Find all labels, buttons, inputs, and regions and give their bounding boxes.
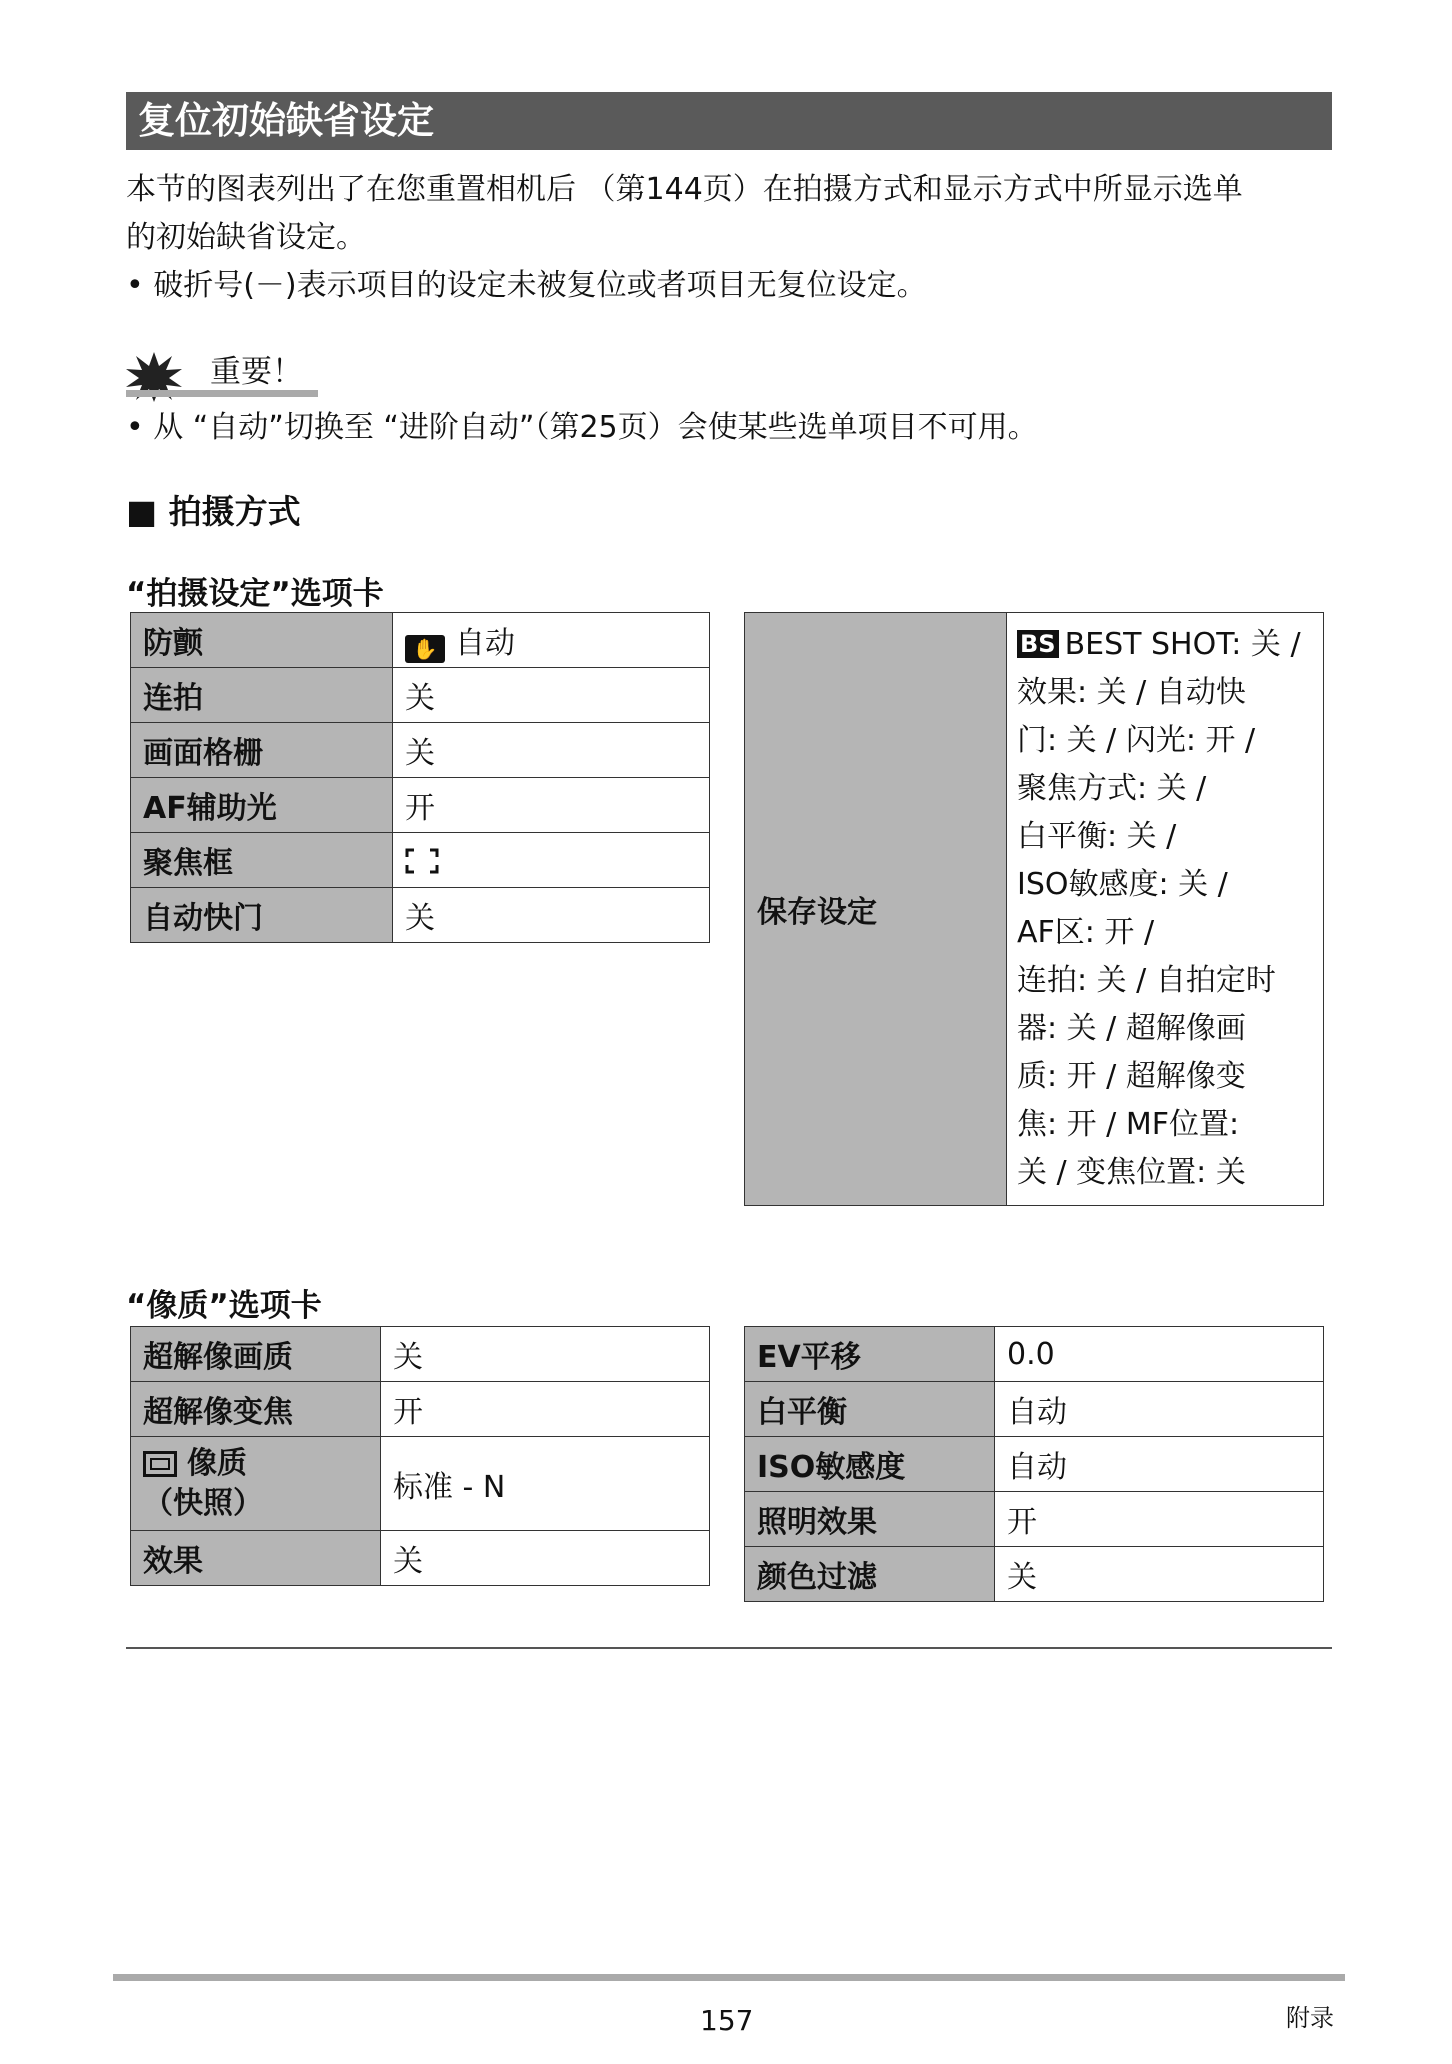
row-key: 白平衡 — [745, 1382, 995, 1437]
section-divider — [126, 1647, 1332, 1649]
tab-heading-quality: “像质”选项卡 — [126, 1288, 322, 1324]
row-key: 画面格栅 — [131, 723, 393, 778]
row-value: 开 — [393, 778, 710, 833]
row-key: 聚焦框 — [131, 833, 393, 888]
table-row — [131, 723, 710, 778]
row-key: 超解像画质 — [131, 1327, 381, 1382]
row-value: 关 — [381, 1531, 710, 1586]
save-settings-value: BS BEST SHOT: 关 / 效果: 关 / 自动快 门: 关 / 闪光: 开 / 聚焦方式: 关 / 白平衡: 关 / ISO敏感度: 关 / AF区: 开 / 连拍: 关 / 自拍定时 器: 关 / 超解像画 质: 开 / 超解像变 焦: 开 / MF位置: 关 / 变焦位置: 关 — [1007, 613, 1324, 1206]
row-key: 超解像变焦 — [131, 1382, 381, 1437]
row-key: 颜色过滤 — [745, 1547, 995, 1602]
row-key: 效果 — [131, 1531, 381, 1586]
table-row — [131, 613, 710, 668]
row-value: 关 — [381, 1327, 710, 1382]
important-underline — [126, 390, 318, 397]
row-value: 0.0 — [995, 1327, 1324, 1382]
intro-line-2: 的初始缺省设定。 — [126, 220, 366, 255]
tab-heading-shooting: “拍摄设定”选项卡 — [126, 576, 384, 612]
page-title: 复位初始缺省设定 — [126, 92, 1332, 150]
table-row — [131, 888, 710, 943]
footer-section-label: 附录 — [1286, 2004, 1334, 2032]
row-value: 标准 - N — [381, 1437, 710, 1531]
row-value: 关 — [995, 1547, 1324, 1602]
table-row — [131, 1437, 710, 1531]
table-row — [745, 1382, 1324, 1437]
row-key: AF辅助光 — [131, 778, 393, 833]
image-quality-icon — [143, 1451, 177, 1477]
row-key: 照明效果 — [745, 1492, 995, 1547]
save-settings-table — [744, 612, 1324, 1206]
best-shot-badge: BS — [1017, 630, 1059, 658]
row-key: 像质 （快照） — [131, 1437, 381, 1531]
row-value — [393, 833, 710, 888]
table-row — [131, 833, 710, 888]
table-row — [745, 1492, 1324, 1547]
row-value: 关 — [393, 723, 710, 778]
row-key: ISO敏感度 — [745, 1437, 995, 1492]
table-row — [745, 613, 1324, 1206]
table-row — [131, 1327, 710, 1382]
focus-frame-icon — [405, 848, 439, 874]
footer-rule — [113, 1974, 1345, 1981]
row-key: 连拍 — [131, 668, 393, 723]
table-row — [745, 1327, 1324, 1382]
table-row — [131, 1531, 710, 1586]
save-settings-key: 保存设定 — [745, 613, 1007, 1206]
section-heading: ■ 拍摄方式 — [126, 492, 301, 531]
row-value: 关 — [393, 888, 710, 943]
page-number: 157 — [700, 2004, 754, 2037]
table-row — [131, 668, 710, 723]
row-value: 自动 — [995, 1382, 1324, 1437]
row-value: 关 — [393, 668, 710, 723]
bullet-dash-note: • 破折号(－)表示项目的设定未被复位或者项目无复位设定。 — [126, 268, 927, 303]
bullet-mode-note: • 从 “自动”切换至 “进阶自动”（第25页）会使某些选单项目不可用。 — [126, 410, 1038, 445]
exposure-table — [744, 1326, 1324, 1602]
row-value: ✋ 自动 — [393, 613, 710, 668]
table-row — [745, 1547, 1324, 1602]
hand-shake-icon: ✋ — [405, 635, 445, 663]
row-value: 自动 — [995, 1437, 1324, 1492]
row-key: 防颤 — [131, 613, 393, 668]
table-row — [745, 1437, 1324, 1492]
important-label: 重要！ — [210, 354, 303, 390]
shooting-settings-table — [130, 612, 710, 943]
row-key: 自动快门 — [131, 888, 393, 943]
row-key: EV平移 — [745, 1327, 995, 1382]
row-value: 开 — [995, 1492, 1324, 1547]
intro-line-1: 本节的图表列出了在您重置相机后 （第144页）在拍摄方式和显示方式中所显示选单 — [126, 172, 1243, 207]
quality-table — [130, 1326, 710, 1586]
table-row — [131, 1382, 710, 1437]
table-row — [131, 778, 710, 833]
row-value: 开 — [381, 1382, 710, 1437]
